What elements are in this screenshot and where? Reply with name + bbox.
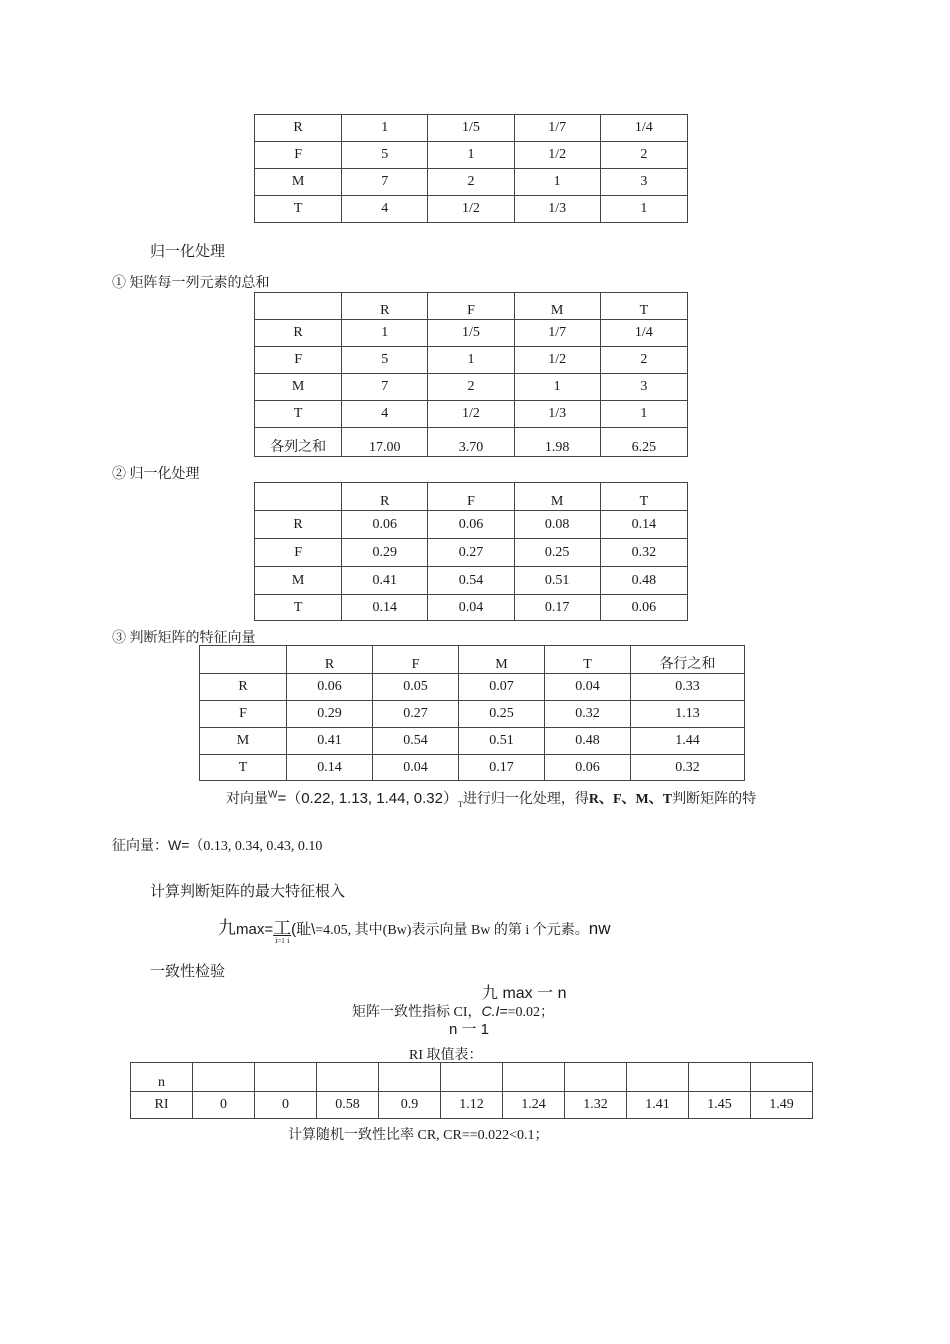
ri-n-empty-cell [379,1063,441,1092]
normalized-cell: 0.06 [600,595,687,621]
matrix-cell: 1 [600,196,687,223]
matrix-cell: 3 [600,169,687,196]
weight-cell: 0.06 [545,755,631,781]
sum-value-cell: 17.00 [342,428,428,457]
matrix-cell: 1/3 [514,401,600,428]
sum-value-cell: 1.98 [514,428,600,457]
ri-n-empty-cell [441,1063,503,1092]
table-row [255,539,688,567]
ri-n-empty-cell [751,1063,813,1092]
column-header-cell: M [514,483,600,511]
weight-cell: 0.25 [459,701,545,728]
weight-cell: 0.48 [545,728,631,755]
column-sum-table [254,292,688,457]
matrix-cell: 2 [600,347,687,374]
row-sum-header-cell: 各行之和 [631,646,745,674]
max-eigen-formula [218,914,611,945]
matrix-cell: 1/5 [428,320,514,347]
normalized-cell: 0.48 [600,567,687,595]
ri-n-empty-cell [193,1063,255,1092]
matrix-cell: 7 [342,374,428,401]
matrix-cell: 1/2 [514,142,600,169]
consistency-heading: 一致性检验 [150,963,226,980]
ri-n-empty-cell [317,1063,379,1092]
ri-n-empty-cell [255,1063,317,1092]
ri-value-cell: 0.58 [317,1092,379,1119]
n-label-cell: n [131,1063,193,1092]
column-header-cell: T [600,483,687,511]
matrix-cell: 1 [428,142,514,169]
formula-garbled: (耻\ [291,921,316,938]
column-header-cell: M [459,646,545,674]
row-label-cell: T [200,755,287,781]
ri-value-cell: 0 [193,1092,255,1119]
normalized-cell: 0.06 [428,511,514,539]
table-header-row [255,293,688,320]
table-row [200,755,745,781]
matrix-cell: 4 [342,196,428,223]
weight-cell: 0.07 [459,674,545,701]
ri-n-row [131,1063,813,1092]
matrix-cell: 1/4 [600,115,687,142]
row-label-cell: T [255,595,342,621]
matrix-cell: 3 [600,374,687,401]
ri-value-cell: 1.41 [627,1092,689,1119]
eigen-w-sup: W [268,789,278,801]
column-header-cell [255,483,342,511]
matrix-cell: 5 [342,142,428,169]
formula-result: =4.05, 其中(Bw)表示向量 Bw 的第 i 个元素。 [315,923,589,938]
sum-label-cell: 各列之和 [255,428,342,457]
weight-cell: 0.04 [373,755,459,781]
normalized-cell: 0.25 [514,539,600,567]
table-row [255,374,688,401]
column-header-cell [255,293,342,320]
ri-value-cell: 1.45 [689,1092,751,1119]
eigen-bold-letters: R、F、M、T [588,792,673,807]
eigen-line2-values: 0.13, 0.34, 0.43, 0.10 [203,839,323,854]
ri-table [130,1062,813,1119]
lambda-symbol: 九 [218,918,236,938]
weight-cell: 0.14 [287,755,373,781]
matrix-cell: 2 [428,374,514,401]
eigen-prefix: 对向量 [226,792,268,807]
matrix-cell: 1/2 [514,347,600,374]
ci-denominator: n 一 1 [449,1021,490,1038]
table-row [255,401,688,428]
weight-cell: 0.17 [459,755,545,781]
table-row [255,196,688,223]
sum-value-cell: 3.70 [428,428,514,457]
row-sum-cell: 1.44 [631,728,745,755]
matrix-cell: 1 [514,374,600,401]
row-label-cell: F [255,347,342,374]
weight-cell: 0.54 [373,728,459,755]
eigen-vector-paragraph [226,787,756,809]
row-sum-cell: 0.32 [631,755,745,781]
matrix-cell: 1/7 [514,115,600,142]
row-label-cell: R [255,320,342,347]
cr-text: 计算随机一致性比率 CR, CR==0.022<0.1； [288,1128,549,1143]
matrix-cell: 1 [600,401,687,428]
column-header-cell: F [373,646,459,674]
sum-value-cell: 6.25 [600,428,687,457]
table-row [255,142,688,169]
ri-value-cell: 1.12 [441,1092,503,1119]
matrix-cell: 1/5 [428,115,514,142]
weight-cell: 0.41 [287,728,373,755]
ri-value-cell: 1.24 [503,1092,565,1119]
matrix-cell: 1/4 [600,320,687,347]
matrix-cell: 4 [342,401,428,428]
weight-cell: 0.32 [545,701,631,728]
table-row [255,169,688,196]
row-sum-cell: 0.33 [631,674,745,701]
column-sum-row [255,428,688,457]
matrix-cell: 1 [342,115,428,142]
ri-value-cell: 0 [255,1092,317,1119]
table-row [255,347,688,374]
column-header-cell: F [428,483,514,511]
row-label-cell: M [255,169,342,196]
ri-n-empty-cell [627,1063,689,1092]
normalized-cell: 0.04 [428,595,514,621]
normalized-matrix-table [254,482,688,621]
normalized-cell: 0.54 [428,567,514,595]
table-row [255,567,688,595]
column-header-cell: F [428,293,514,320]
row-label-cell: R [255,115,342,142]
max-eigen-heading: 计算判断矩阵的最大特征根入 [150,883,346,900]
matrix-cell: 2 [600,142,687,169]
eigen-vector: =（0.22, 1.13, 1.44, 0.32） [277,790,458,807]
table-row [200,701,745,728]
ci-numerator: 九 max 一 n [482,985,567,1002]
row-label-cell: F [200,701,287,728]
ri-value-cell: 1.32 [565,1092,627,1119]
judgment-matrix-table [254,114,688,223]
row-label-cell: R [200,674,287,701]
sum-subscript: ⅰ=1ｉ [275,937,292,945]
normalized-cell: 0.17 [514,595,600,621]
table-row [255,511,688,539]
column-header-cell: R [287,646,373,674]
ci-prefix: 矩阵一致性指标 CI， [352,1005,482,1020]
normalized-cell: 0.06 [342,511,428,539]
normalized-cell: 0.08 [514,511,600,539]
matrix-cell: 1 [342,320,428,347]
normalized-cell: 0.51 [514,567,600,595]
eigen-middle: 进行归一化处理，得 [462,792,589,807]
ri-value-cell: 1.49 [751,1092,813,1119]
row-sum-table [199,645,745,781]
row-label-cell: T [255,401,342,428]
row-label-cell: T [255,196,342,223]
eigen-suffix: 判断矩阵的特 [672,792,757,807]
row-label-cell: M [255,374,342,401]
column-header-cell: R [342,483,428,511]
normalized-cell: 0.27 [428,539,514,567]
ri-n-empty-cell [503,1063,565,1092]
weight-cell: 0.29 [287,701,373,728]
table-row [255,320,688,347]
eigen-line2-prefix: 征向量：W=（ [112,837,204,853]
matrix-cell: 1 [514,169,600,196]
weight-cell: 0.04 [545,674,631,701]
ri-label-cell: RI [131,1092,193,1119]
step1-label: ① 矩阵每一列元素的总和 [112,276,270,291]
ri-value-cell: 0.9 [379,1092,441,1119]
table-header-row [200,646,745,674]
table-row [255,115,688,142]
column-header-cell: T [600,293,687,320]
eigen-t-sub: T [458,799,463,809]
ri-n-empty-cell [689,1063,751,1092]
row-label-cell: R [255,511,342,539]
sum-symbol: 工 [273,918,292,938]
table-row [200,728,745,755]
matrix-cell: 5 [342,347,428,374]
table-row [255,595,688,621]
normalized-cell: 0.41 [342,567,428,595]
ri-caption: RI 取值表： [409,1048,483,1063]
matrix-cell: 1 [428,347,514,374]
matrix-cell: 1/2 [428,196,514,223]
weight-cell: 0.27 [373,701,459,728]
row-label-cell: M [255,567,342,595]
ci-result: =0.02； [507,1005,554,1020]
max-eq: max= [236,921,274,938]
table-header-row [255,483,688,511]
column-header-cell: M [514,293,600,320]
step3-label: ③ 判断矩阵的特征向量 [112,631,256,646]
normalization-heading: 归一化处理 [150,243,226,260]
normalized-cell: 0.29 [342,539,428,567]
step2-label: ② 归一化处理 [112,467,200,482]
row-label-cell: F [255,142,342,169]
normalized-cell: 0.14 [600,511,687,539]
column-header-cell [200,646,287,674]
normalized-cell: 0.14 [342,595,428,621]
formula-nw: nw [588,919,611,938]
weight-cell: 0.51 [459,728,545,755]
normalized-cell: 0.32 [600,539,687,567]
ri-value-row [131,1092,813,1119]
matrix-cell: 2 [428,169,514,196]
eigen-vector-line2 [112,835,322,855]
table-row [200,674,745,701]
matrix-cell: 1/3 [514,196,600,223]
ri-n-empty-cell [565,1063,627,1092]
weight-cell: 0.05 [373,674,459,701]
matrix-cell: 7 [342,169,428,196]
row-label-cell: F [255,539,342,567]
ci-formula: C.I= [481,1003,508,1019]
column-header-cell: T [545,646,631,674]
row-sum-cell: 1.13 [631,701,745,728]
weight-cell: 0.06 [287,674,373,701]
matrix-cell: 1/2 [428,401,514,428]
column-header-cell: R [342,293,428,320]
matrix-cell: 1/7 [514,320,600,347]
row-label-cell: M [200,728,287,755]
